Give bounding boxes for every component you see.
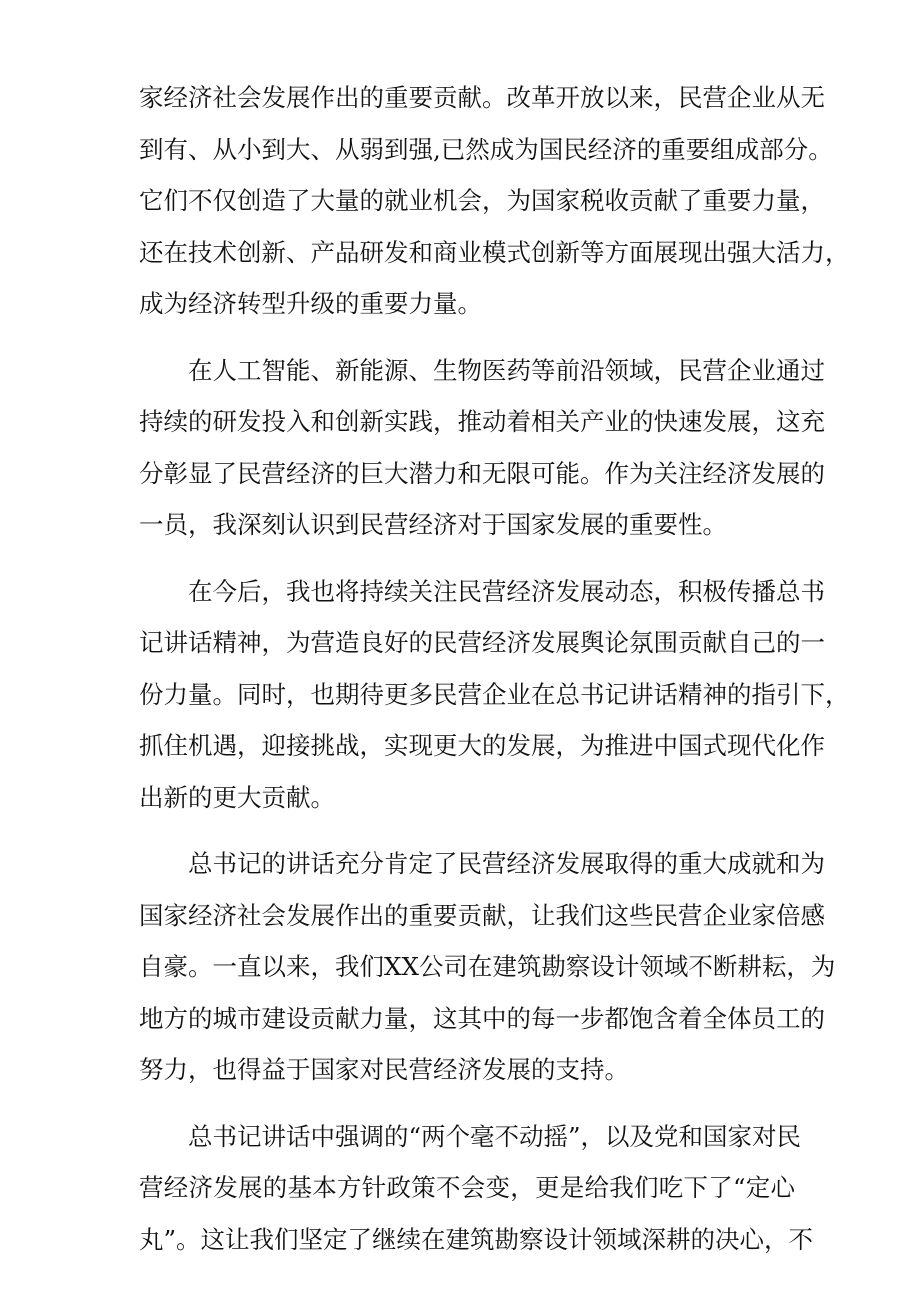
paragraph-spacing xyxy=(139,551,795,566)
paragraph-spacing xyxy=(139,330,795,345)
paragraph xyxy=(139,838,836,1096)
text-line: 成为经济转型升级的重要力量。 xyxy=(139,289,482,318)
text-line: 在人工智能、新能源、生物医药等前沿领域，民营企业通过 xyxy=(188,355,825,385)
document-body xyxy=(139,72,850,1265)
text-line: 营经济发展的基本方针政策不会变，更是给我们吃下了“定心 xyxy=(139,1173,795,1202)
text-line: 抓住机遇，迎接挑战，实现更大的发展，为推进中国式现代化作 xyxy=(139,731,825,760)
text-line: 国家经济社会发展作出的重要贡献，让我们这些民营企业家倍感 xyxy=(139,900,825,930)
paragraph xyxy=(139,566,850,824)
text-line: 总书记的讲话充分肯定了民营经济发展取得的重大成就和为 xyxy=(188,849,825,878)
text-line: 记讲话精神，为营造良好的民营经济发展舆论氛围贡献自己的一 xyxy=(139,628,825,657)
text-line: 努力，也得益于国家对民营经济发展的支持。 xyxy=(139,1055,629,1084)
paragraph xyxy=(139,345,825,551)
paragraph xyxy=(139,1111,814,1266)
paragraph-spacing xyxy=(139,823,795,838)
text-line: 丸”。这让我们坚定了继续在建筑勘察设计领域深耕的决心，不 xyxy=(139,1224,814,1254)
text-line: 在今后，我也将持续关注民营经济发展动态，积极传播总书 xyxy=(188,576,825,606)
text-line: 它们不仅创造了大量的就业机会，为国家税收贡献了重要力量， xyxy=(139,186,825,215)
text-line: 持续的研发投入和创新实践，推动着相关产业的快速发展，这充 xyxy=(139,407,825,436)
text-line: 还在技术创新、产品研发和商业模式创新等方面展现出强大活力， xyxy=(139,237,850,267)
text-line: 自豪。一直以来，我们XX公司在建筑勘察设计领域不断耕耘，为 xyxy=(139,952,836,981)
text-line: 出新的更大贡献。 xyxy=(139,782,335,812)
text-line: 到有、从小到大、从弱到强,已然成为国民经济的重要组成部分。 xyxy=(139,134,833,164)
text-line: 分彰显了民营经济的巨大潜力和无限可能。作为关注经济发展的 xyxy=(139,458,825,488)
text-line: 份力量。同时，也期待更多民营企业在总书记讲话精神的指引下， xyxy=(139,679,850,709)
text-line: 家经济社会发展作出的重要贡献。改革开放以来，民营企业从无 xyxy=(139,83,825,112)
paragraph-spacing xyxy=(139,1096,795,1111)
paragraph xyxy=(139,72,850,330)
text-line: 总书记讲话中强调的“两个毫不动摇”，以及党和国家对民 xyxy=(188,1121,802,1151)
text-line: 地方的城市建设贡献力量，这其中的每一步都饱含着全体员工的 xyxy=(139,1003,825,1033)
text-line: 一员，我深刻认识到民营经济对于国家发展的重要性。 xyxy=(139,510,727,539)
